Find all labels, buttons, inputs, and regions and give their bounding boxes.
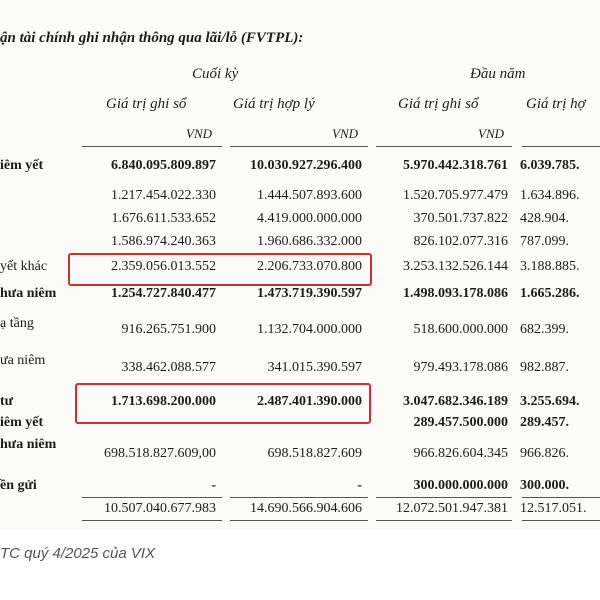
cell-fair-begin: 1.665.286. <box>520 286 580 301</box>
cell-fair-begin: 428.904. <box>520 211 569 226</box>
cell-fair-begin: 3.255.694. <box>520 394 580 409</box>
cell-book-end: 1.217.454.022.330 <box>111 188 216 203</box>
cell-fair-begin: 300.000. <box>520 478 569 493</box>
total-double-rule-3 <box>376 520 512 521</box>
cell-fair-begin: 3.188.885. <box>520 259 580 274</box>
total-book-begin: 12.072.501.947.381 <box>396 501 508 516</box>
cell-fair-end: 341.015.390.597 <box>267 360 362 375</box>
header-book-value-end: Giá trị ghi sổ <box>106 96 187 112</box>
header-group-beginning-of-year: Đầu năm <box>470 66 526 82</box>
highlight-box-other-listed <box>68 253 372 286</box>
cell-book-begin: 979.493.178.086 <box>413 360 508 375</box>
header-fair-value-begin: Giá trị hợ <box>526 96 586 112</box>
row-label: hưa niêm <box>0 286 57 301</box>
unit-col-2: VND <box>332 126 358 141</box>
cell-fair-begin: 682.399. <box>520 322 569 337</box>
row-label: iêm yết <box>0 158 44 173</box>
cell-book-end: 2.359.056.013.552 <box>111 259 216 274</box>
cell-book-end: - <box>211 478 216 493</box>
cell-fair-end: 698.518.827.609 <box>267 446 362 461</box>
cell-book-end: 1.254.727.840.477 <box>111 286 216 301</box>
highlight-box-investment <box>75 383 371 424</box>
cell-book-begin: 370.501.737.822 <box>413 211 508 226</box>
cell-fair-begin: 787.099. <box>520 234 569 249</box>
total-fair-begin: 12.517.051. <box>520 501 587 516</box>
cell-book-begin: 3.047.682.346.189 <box>403 394 508 409</box>
cell-book-begin: 289.457.500.000 <box>413 415 508 430</box>
cell-fair-begin: 966.826. <box>520 446 569 461</box>
cell-fair-end: - <box>357 478 362 493</box>
total-double-rule-4 <box>522 520 600 521</box>
image-caption: TC quý 4/2025 của VIX <box>0 545 156 562</box>
cell-book-begin: 518.600.000.000 <box>413 322 508 337</box>
cell-fair-end: 2.487.401.390.000 <box>257 394 362 409</box>
row-label: hưa niêm <box>0 437 57 452</box>
cell-book-end: 1.676.611.533.652 <box>111 211 216 226</box>
cell-fair-begin: 6.039.785. <box>520 158 580 173</box>
total-double-rule-2 <box>230 520 368 521</box>
cell-fair-end: 1.444.507.893.600 <box>257 188 362 203</box>
row-label: yết khác <box>0 259 48 274</box>
header-rule-3 <box>376 146 512 147</box>
cell-book-begin: 826.102.077.316 <box>413 234 508 249</box>
cell-fair-end: 4.419.000.000.000 <box>257 211 362 226</box>
row-label: ạ tầng <box>0 316 34 331</box>
cell-book-end: 1.586.974.240.363 <box>111 234 216 249</box>
unit-col-3: VND <box>478 126 504 141</box>
row-label: ền gửi <box>0 478 37 493</box>
total-fair-end: 14.690.566.904.606 <box>250 501 362 516</box>
cell-book-begin: 3.253.132.526.144 <box>403 259 508 274</box>
total-rule-3 <box>376 497 512 498</box>
total-book-end: 10.507.040.677.983 <box>104 501 216 516</box>
cell-fair-begin: 1.634.896. <box>520 188 580 203</box>
header-book-value-begin: Giá trị ghi sổ <box>398 96 479 112</box>
row-label: iêm yết <box>0 415 44 430</box>
unit-col-1: VND <box>186 126 212 141</box>
total-rule-1 <box>82 497 222 498</box>
cell-book-end: 916.265.751.900 <box>121 322 216 337</box>
header-rule-2 <box>230 146 368 147</box>
cell-book-end: 698.518.827.609,00 <box>104 446 216 461</box>
cell-book-end: 1.713.698.200.000 <box>111 394 216 409</box>
cell-book-begin: 1.498.093.178.086 <box>403 286 508 301</box>
cell-book-end: 338.462.088.577 <box>121 360 216 375</box>
header-rule-1 <box>82 146 222 147</box>
cell-fair-end: 10.030.927.296.400 <box>250 158 362 173</box>
cell-fair-begin: 982.887. <box>520 360 569 375</box>
header-group-end-of-period: Cuối kỳ <box>192 66 239 82</box>
cell-book-end: 6.840.095.809.897 <box>111 158 216 173</box>
row-label: tư <box>0 394 14 409</box>
header-fair-value-end: Giá trị hợp lý <box>233 96 315 112</box>
cell-book-begin: 966.826.604.345 <box>413 446 508 461</box>
cell-fair-end: 2.206.733.070.800 <box>257 259 362 274</box>
cell-fair-end: 1.473.719.390.597 <box>257 286 362 301</box>
section-heading: ận tài chính ghi nhận thông qua lãi/lỗ (FVTPL): <box>0 30 304 46</box>
row-label: ưa niêm <box>0 353 46 368</box>
cell-fair-end: 1.132.704.000.000 <box>257 322 362 337</box>
cell-fair-begin: 289.457. <box>520 415 569 430</box>
cell-book-begin: 5.970.442.318.761 <box>403 158 508 173</box>
cell-book-begin: 1.520.705.977.479 <box>403 188 508 203</box>
total-rule-4 <box>522 497 600 498</box>
header-rule-4 <box>522 146 600 147</box>
total-rule-2 <box>230 497 368 498</box>
cell-book-begin: 300.000.000.000 <box>413 478 508 493</box>
cell-fair-end: 1.960.686.332.000 <box>257 234 362 249</box>
total-double-rule-1 <box>82 520 222 521</box>
